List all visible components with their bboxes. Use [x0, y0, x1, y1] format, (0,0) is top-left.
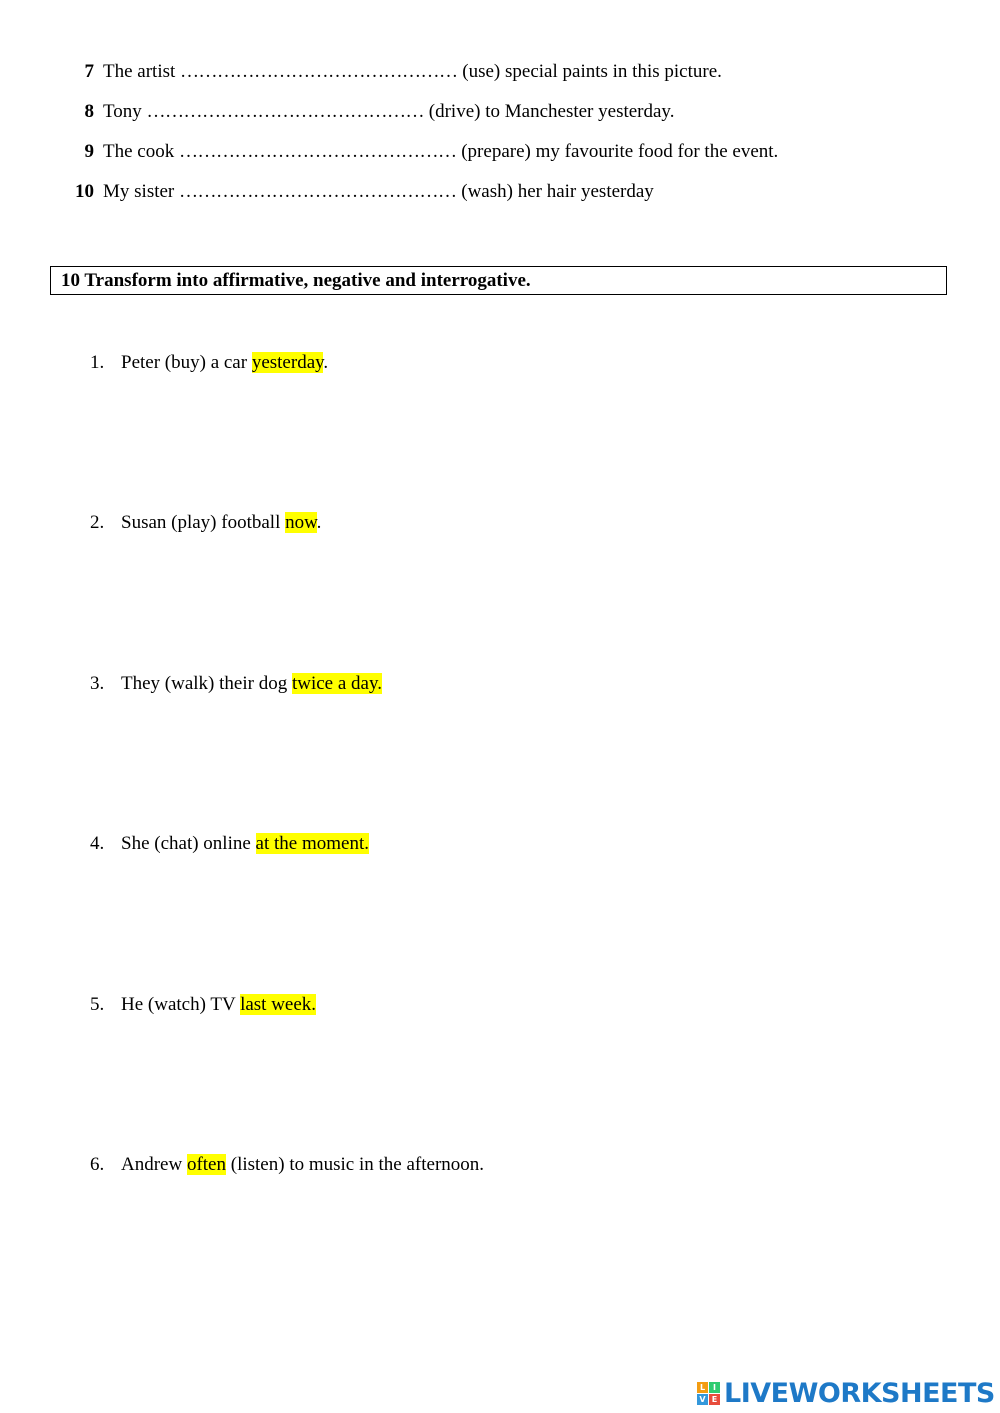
item-number: 9	[84, 141, 94, 162]
sentence-text: Susan (play) football	[121, 512, 286, 533]
item-number: 2.	[90, 512, 105, 533]
sentence-text: She (chat) online	[121, 833, 256, 854]
answer-blank[interactable]: ………………………………………	[180, 61, 458, 82]
item-rest: (wash) her hair yesterday	[461, 181, 654, 202]
exercise-item	[60, 59, 722, 85]
list-item	[90, 511, 321, 535]
section-title: 10 Transform into affirmative, negative and interrogative.	[61, 270, 531, 291]
logo-text: LIVEWORKSHEETS	[724, 1378, 995, 1409]
liveworksheets-logo[interactable]	[697, 1378, 993, 1410]
sentence-text: Peter (buy) a car	[121, 352, 252, 373]
item-subject: My sister	[103, 181, 175, 202]
exercise-item	[60, 139, 778, 165]
time-expression: often	[186, 1154, 226, 1175]
list-item	[90, 993, 316, 1017]
sentence-text: They (walk) their dog	[121, 673, 292, 694]
item-number: 5.	[90, 994, 105, 1015]
item-rest: (use) special paints in this picture.	[462, 61, 722, 82]
exercise-item	[60, 99, 674, 125]
item-number: 4.	[90, 833, 105, 854]
answer-blank[interactable]: ………………………………………	[146, 101, 425, 122]
item-number: 3.	[90, 673, 105, 694]
sentence-text: Andrew	[121, 1154, 187, 1175]
time-expression: now	[285, 512, 317, 533]
list-item	[90, 351, 328, 375]
item-number: 1.	[90, 352, 105, 373]
exercise-item	[60, 179, 654, 205]
item-number: 10	[75, 181, 94, 202]
item-number: 8	[84, 101, 94, 122]
list-item	[90, 1153, 484, 1177]
item-subject: Tony	[103, 101, 142, 122]
item-rest: (prepare) my favourite food for the event.	[461, 141, 779, 162]
list-item	[90, 832, 369, 856]
time-expression: yesterday	[251, 352, 324, 373]
item-subject: The artist	[103, 61, 176, 82]
time-expression: at the moment.	[255, 833, 369, 854]
item-rest: (drive) to Manchester yesterday.	[428, 101, 675, 122]
time-expression: last week.	[240, 994, 317, 1015]
answer-blank[interactable]: ………………………………………	[178, 141, 457, 162]
item-subject: The cook	[103, 141, 175, 162]
sentence-end: .	[323, 352, 329, 373]
section-header	[50, 266, 947, 295]
time-expression: twice a day.	[291, 673, 382, 694]
list-item	[90, 672, 382, 696]
item-number: 6.	[90, 1154, 105, 1175]
item-number: 7	[84, 61, 94, 82]
answer-blank[interactable]: ………………………………………	[179, 181, 457, 202]
sentence-text: He (watch) TV	[121, 994, 241, 1015]
logo-blocks-icon: L I V E	[697, 1382, 721, 1406]
sentence-end: (listen) to music in the afternoon.	[226, 1154, 485, 1175]
sentence-end: .	[316, 512, 322, 533]
